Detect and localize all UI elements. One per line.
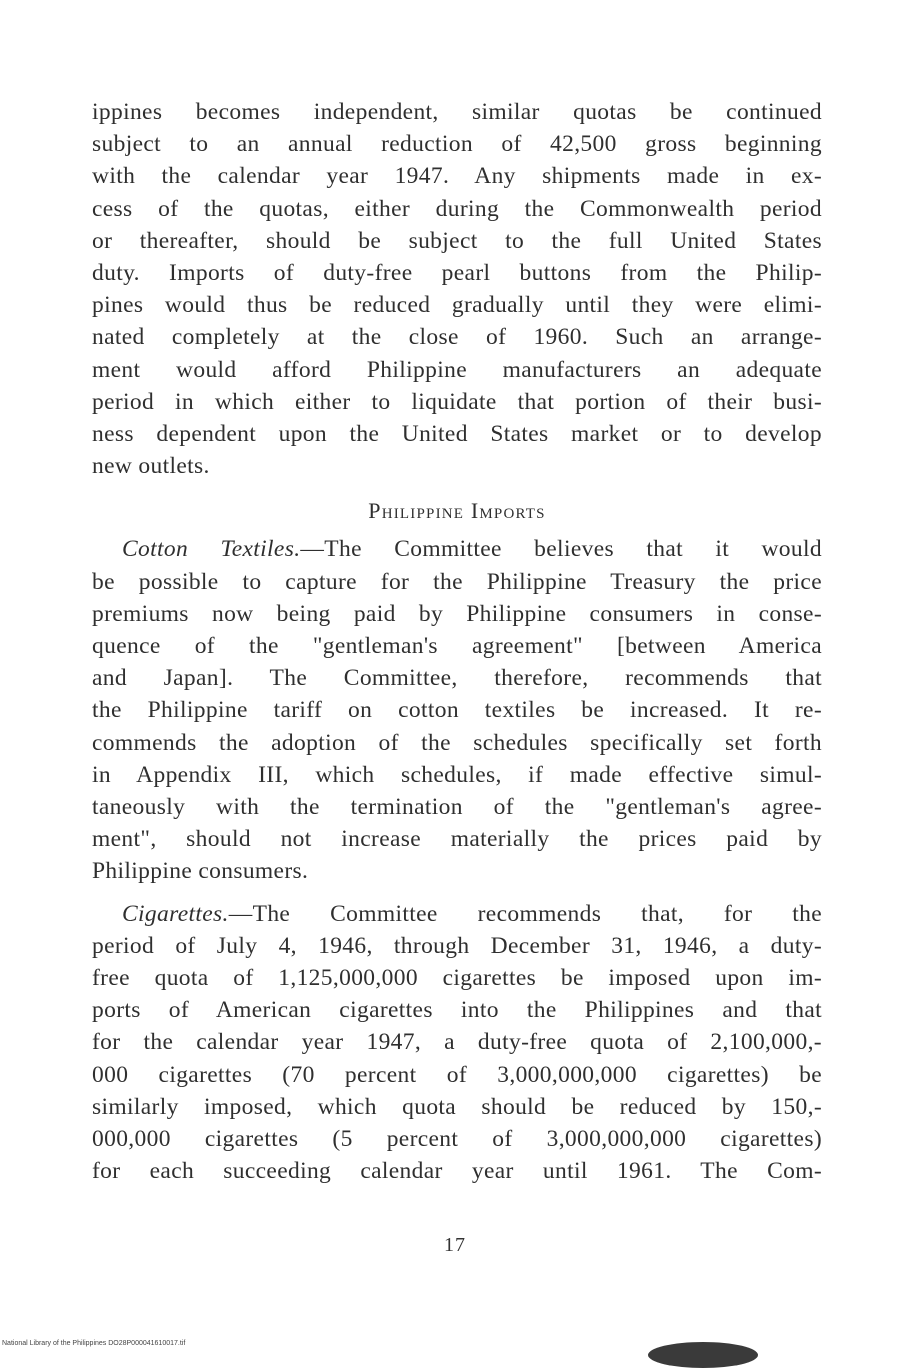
text-line: be possible to capture for the Philippine Treasury the price — [92, 568, 822, 595]
run-in-heading-cigarettes: Cigarettes. — [122, 900, 229, 927]
text-line: ports of American cigarettes into the Philippines and that — [92, 997, 822, 1024]
text-line: with the calendar year 1947. Any shipments made in ex- — [92, 163, 822, 190]
text-line: for the calendar year 1947, a duty-free quota of 2,100,000,- — [92, 1029, 822, 1056]
text-line: taneously with the termination of the "gentleman's agree- — [92, 794, 822, 821]
text-line: in Appendix III, which schedules, if made effective simul- — [92, 761, 822, 788]
scan-footer-stamp: National Library of the Philippines DO28P000041610017.tif — [2, 1340, 186, 1347]
text-run: —The Committee believes that it would — [300, 536, 822, 563]
text-run: —The Committee recommends that, for the — [228, 900, 822, 927]
text-line: subject to an annual reduction of 42,500 gross beginning — [92, 131, 822, 158]
text-line: Philippine consumers. — [92, 858, 309, 885]
text-line: period in which either to liquidate that portion of their busi- — [92, 388, 822, 415]
text-line: ment would afford Philippine manufacturers an adequate — [92, 356, 822, 383]
text-line: ment", should not increase materially the prices paid by — [92, 826, 822, 853]
text-line: cess of the quotas, either during the Commonwealth period — [92, 195, 822, 222]
text-line: 000,000 cigarettes (5 percent of 3,000,000,000 cigarettes) — [92, 1126, 822, 1153]
text-line-first — [92, 898, 822, 930]
text-line-first — [92, 533, 822, 565]
text-line: ippines becomes independent, similar quotas be continued — [92, 99, 822, 125]
text-line: the Philippine tariff on cotton textiles be increased. It re- — [92, 697, 822, 724]
text-line: similarly imposed, which quota should be reduced by 150,- — [92, 1093, 822, 1120]
page-body — [92, 96, 822, 1188]
paragraph-cotton-textiles — [92, 533, 822, 887]
text-line: duty. Imports of duty-free pearl buttons from the Philip- — [92, 260, 822, 287]
paragraph-gap — [92, 888, 822, 898]
page-number: 17 — [444, 1234, 466, 1256]
text-line: ness dependent upon the United States market or to develop — [92, 421, 822, 448]
paragraph-pearl-buttons — [92, 96, 822, 482]
paragraph-cigarettes — [92, 898, 822, 1188]
text-line: for each succeeding calendar year until 1961. The Com- — [92, 1158, 822, 1185]
scan-blot — [648, 1342, 758, 1368]
text-line: quence of the "gentleman's agreement" [between America — [92, 633, 822, 660]
text-line: and Japan]. The Committee, therefore, recommends that — [92, 665, 822, 692]
text-line: commends the adoption of the schedules specifically set forth — [92, 729, 822, 756]
text-line: new outlets. — [92, 453, 210, 480]
text-line: or thereafter, should be subject to the full United States — [92, 227, 822, 254]
text-line: free quota of 1,125,000,000 cigarettes be imposed upon im- — [92, 965, 822, 992]
run-in-heading-cotton: Cotton Textiles. — [122, 536, 301, 563]
text-line: pines would thus be reduced gradually until they were elimi- — [92, 292, 822, 319]
text-line: 000 cigarettes (70 percent of 3,000,000,000 cigarettes) be — [92, 1061, 822, 1088]
section-heading: Philippine Imports — [368, 498, 546, 524]
text-line: premiums now being paid by Philippine consumers in conse- — [92, 600, 822, 627]
text-line: nated completely at the close of 1960. Such an arrange- — [92, 324, 822, 351]
text-line: period of July 4, 1946, through December 31, 1946, a duty- — [92, 932, 822, 959]
